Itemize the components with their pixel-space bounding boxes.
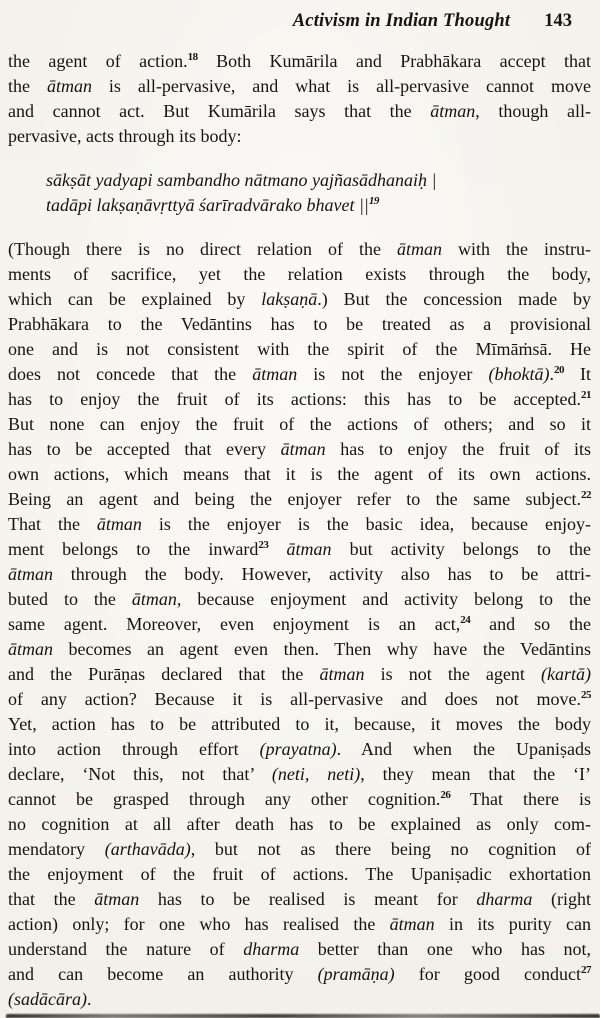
text-line: tadāpi lakṣaṇāvṛttyā śarīradvārako bhavet $||^{19}$ [46,195,379,215]
paragraph-2 [8,237,591,1012]
text-line: own actions, which means that it is the agent of its own actions. [8,464,591,484]
text-line: action) only; for one who has realised the ātman in its purity can [8,914,592,934]
text-line: one and is not consistent with the spirit of the Mīmāṁsā. He [8,339,591,359]
text-line: cannot be grasped through any other cognition.$^{26}$ That there is [8,789,591,809]
text-line: the ātman is all-pervasive, and what is all-pervasive cannot move [8,76,591,96]
text-line: does not concede that the ātman is not the enjoyer (bhoktā).$^{20}$ It [8,364,592,384]
text-line: and cannot act. But Kumārila says that the ātman, though all- [8,101,591,121]
text-line: ātman through the body. However, activity also has to be attri- [8,564,591,584]
text-line: which can be explained by lakṣaṇā.) But the concession made by [8,289,591,309]
text-line: understand the nature of dharma better than one who has not, [8,939,592,959]
text-line: no cognition at all after death has to be explained as only com- [8,814,591,834]
text-line: (Though there is no direct relation of the ātman with the instru- [8,239,591,259]
text-line: buted to the ātman, because enjoyment and activity belong to the [8,589,591,609]
text-line: same agent. Moreover, even enjoyment is an act,$^{24}$ and so the [8,614,591,634]
text-line: (sadācāra). [8,989,92,1009]
text-line: sākṣāt yadyapi sambandho nātmano yajñasādhanaiḥ | [46,170,437,190]
text-line: the enjoyment of the fruit of actions. The Upaniṣadic exhortation [8,864,591,884]
text-line: Yet, action has to be attributed to it, because, it moves the body [8,714,591,734]
text-line: the agent of action.$^{18}$ Both Kumārila and Prabhākara accept that [8,51,591,71]
text-line: Being an agent and being the enjoyer refer to the same subject.$^{22}$ [8,489,591,509]
text-line: has to be accepted that every ātman has to enjoy the fruit of its [8,439,591,459]
running-head-title: Activism in Indian Thought [292,11,511,31]
text-line: pervasive, acts through its body: [8,126,242,146]
verse [8,168,591,218]
running-head-row [0,0,600,32]
text-line: ment belongs to the inward$^{23}$ ātman but activity belongs to the [8,539,591,559]
text-line: But none can enjoy the fruit of the actions of others; and so it [8,414,591,434]
text-line: has to enjoy the fruit of its actions: this has to be accepted.$^{21}$ [8,389,591,409]
text-line: Prabhākara to the Vedāntins has to be treated as a provisional [8,314,591,334]
text-line: and the Purāṇas declared that the ātman is not the agent (kartā) [8,664,591,684]
text-line: ātman becomes an agent even then. Then why have the Vedāntins [8,639,591,659]
text-line: of any action? Because it is all-pervasive and does not move.$^{25}$ [8,689,591,709]
text-line: mendatory (arthavāda), but not as there being no cognition of [8,839,591,859]
scan-artifact-line [6,1014,600,1018]
text-line: into action through effort (prayatna). And when the Upaniṣads [8,739,591,759]
text-line: declare, ‘Not this, not that’ (neti, neti), they mean that the ‘I’ [8,764,592,784]
text-line: That the ātman is the enjoyer is the basic idea, because enjoy- [8,514,591,534]
paragraph-1 [8,49,591,149]
page-number: 143 [544,11,572,31]
page-body [0,32,600,1012]
text-line: ments of sacrifice, yet the relation exists through the body, [8,264,591,284]
text-line: and can become an authority (pramāṇa) for good conduct$^{27}$ [8,964,591,984]
text-line: that the ātman has to be realised is meant for dharma (right [8,889,591,909]
